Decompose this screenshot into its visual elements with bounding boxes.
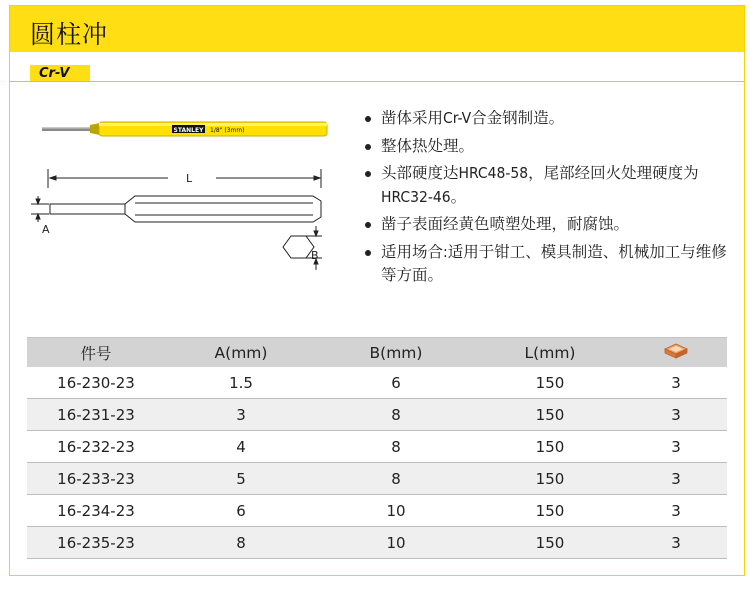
header-quantity [625, 338, 727, 368]
cell-a: 1.5 [165, 367, 317, 399]
header-l: L(mm) [475, 338, 625, 368]
box-icon [663, 343, 689, 359]
table-row [27, 495, 727, 527]
spec-table [27, 337, 727, 559]
feature-item: 适用场合:适用于钳工、模具制造、机械加工与维修等方面。 [362, 241, 742, 288]
table-row [27, 463, 727, 495]
feature-item: 凿体采用Cr-V合金钢制造。 [362, 107, 742, 131]
hex-label: B [311, 249, 319, 262]
cell-b: 8 [317, 399, 475, 431]
cell-quantity: 3 [625, 463, 727, 495]
cell-a: 4 [165, 431, 317, 463]
length-label: L [186, 172, 193, 185]
cell-a: 3 [165, 399, 317, 431]
page-title: 圆柱冲 [30, 20, 109, 49]
cell-l: 150 [475, 399, 625, 431]
table-row [27, 399, 727, 431]
cell-quantity: 3 [625, 399, 727, 431]
cell-l: 150 [475, 431, 625, 463]
feature-item: 头部硬度达HRC48-58，尾部经回火处理硬度为HRC32-46。 [362, 162, 742, 209]
material-badge: Cr-V [30, 65, 90, 82]
size-imprint: 1/8" (3mm) [210, 127, 245, 134]
cell-a: 6 [165, 495, 317, 527]
cell-part-no: 16-231-23 [27, 399, 165, 431]
cell-part-no: 16-230-23 [27, 367, 165, 399]
cell-l: 150 [475, 527, 625, 559]
dimension-drawing [31, 169, 322, 270]
cell-a: 5 [165, 463, 317, 495]
cell-b: 10 [317, 527, 475, 559]
brand-imprint: STANLEY [173, 127, 204, 134]
cell-quantity: 3 [625, 527, 727, 559]
cell-part-no: 16-235-23 [27, 527, 165, 559]
feature-list [362, 107, 742, 292]
table-row [27, 367, 727, 399]
punch-photo [42, 122, 327, 136]
cell-part-no: 16-233-23 [27, 463, 165, 495]
cell-part-no: 16-232-23 [27, 431, 165, 463]
table-row [27, 527, 727, 559]
cell-l: 150 [475, 495, 625, 527]
header-a: A(mm) [165, 338, 317, 368]
table-row [27, 431, 727, 463]
cell-b: 6 [317, 367, 475, 399]
cell-b: 8 [317, 431, 475, 463]
cell-b: 8 [317, 463, 475, 495]
cell-quantity: 3 [625, 367, 727, 399]
feature-item: 整体热处理。 [362, 135, 742, 159]
header-b: B(mm) [317, 338, 475, 368]
feature-item: 凿子表面经黄色喷塑处理，耐腐蚀。 [362, 213, 742, 237]
table-header-row [27, 338, 727, 368]
cell-a: 8 [165, 527, 317, 559]
cell-l: 150 [475, 367, 625, 399]
cell-b: 10 [317, 495, 475, 527]
header-part-no: 件号 [27, 338, 165, 368]
tip-label: A [42, 223, 50, 236]
cell-part-no: 16-234-23 [27, 495, 165, 527]
cell-quantity: 3 [625, 431, 727, 463]
cell-quantity: 3 [625, 495, 727, 527]
cell-l: 150 [475, 463, 625, 495]
